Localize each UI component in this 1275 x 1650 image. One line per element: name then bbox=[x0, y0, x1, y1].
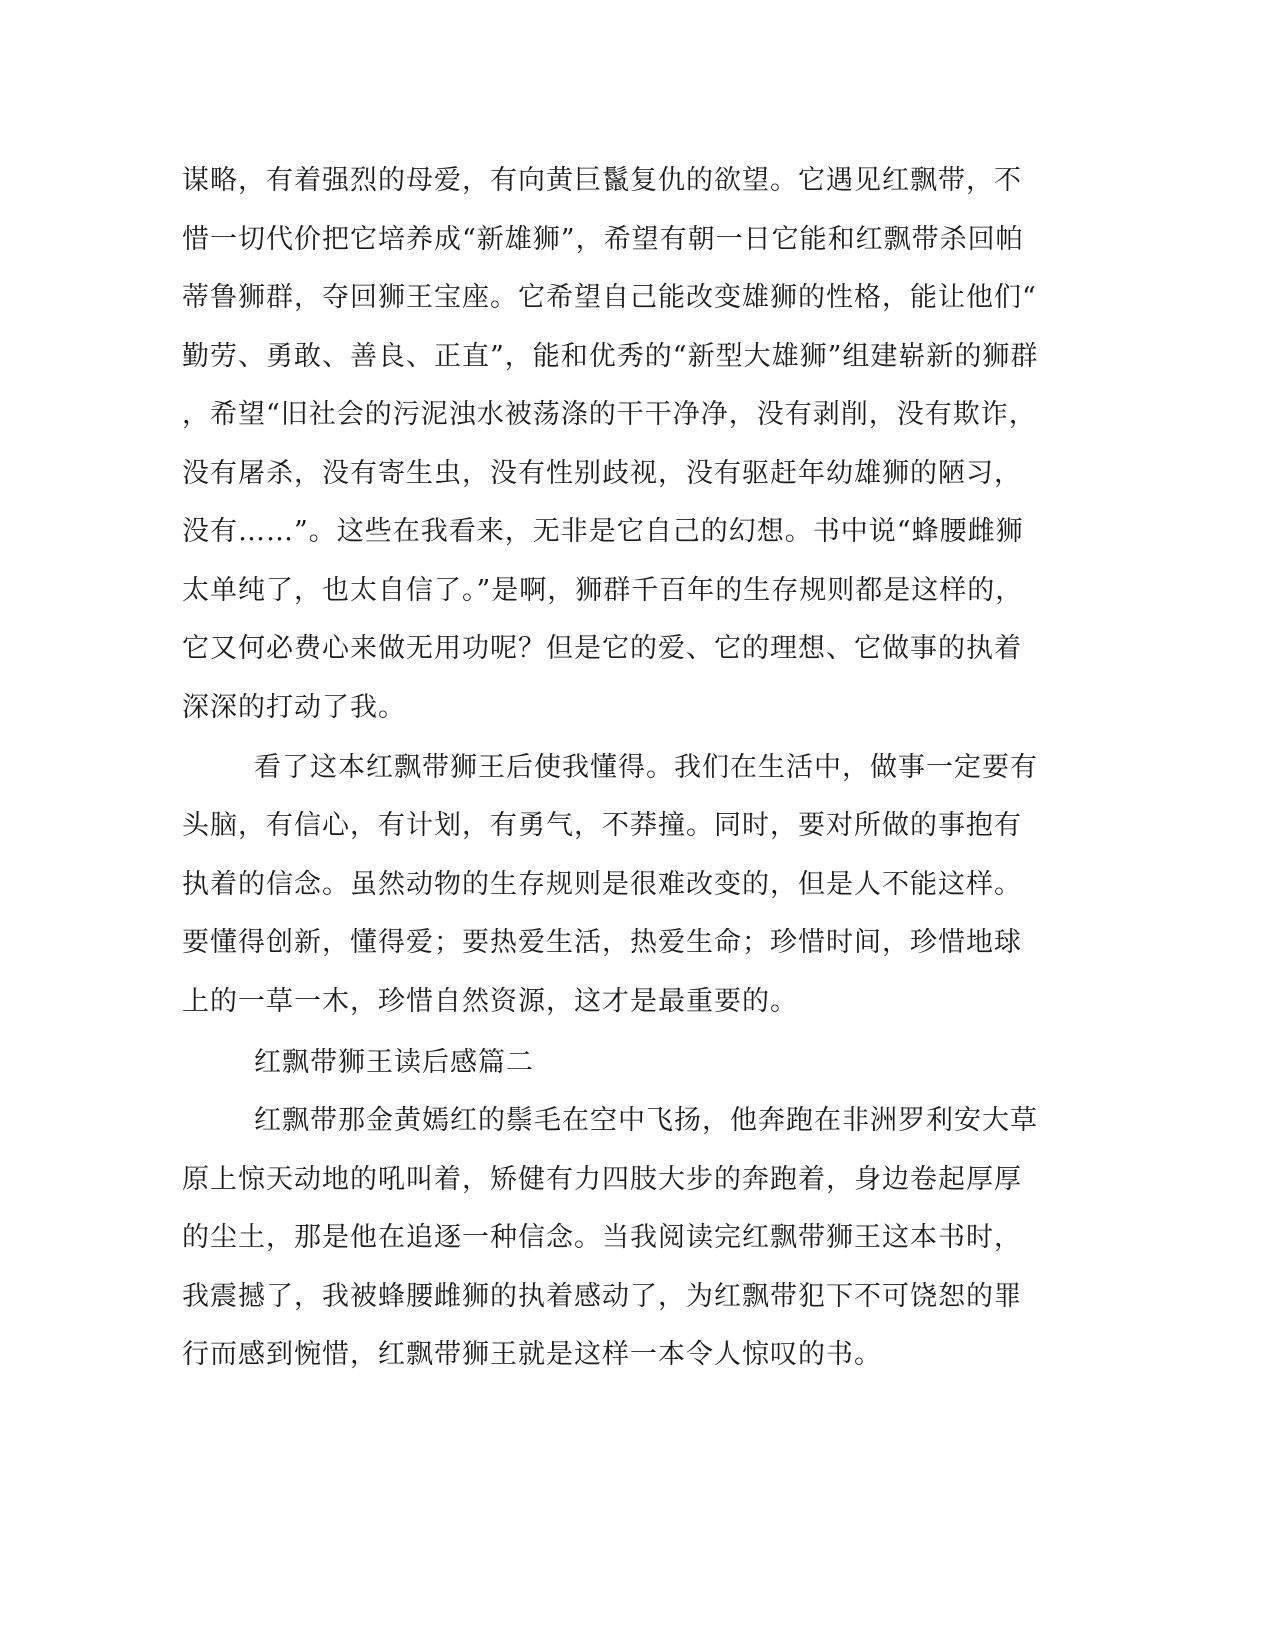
section-heading: 红飘带狮王读后感篇二 bbox=[254, 1047, 534, 1078]
text-line: 谋略，有着强烈的母爱，有向黄巨鬣复仇的欲望。它遇见红飘带，不 bbox=[182, 165, 1022, 196]
text-line: 执着的信念。虽然动物的生存规则是很难改变的，但是人不能这样。 bbox=[182, 869, 1022, 900]
text-line: 行而感到惋惜，红飘带狮王就是这样一本令人惊叹的书。 bbox=[182, 1339, 882, 1370]
text-line: 太单纯了，也太自信了。”是啊，狮群千百年的生存规则都是这样的， bbox=[182, 575, 1024, 606]
text-line: 没有……”。这些在我看来，无非是它自己的幻想。书中说“蜂腰雌狮 bbox=[182, 516, 1024, 547]
text-line: 它又何必费心来做无用功呢？但是它的爱、它的理想、它做事的执着 bbox=[182, 633, 1022, 664]
text-line: 蒂鲁狮群，夺回狮王宝座。它希望自己能改变雄狮的性格，能让他们“ bbox=[182, 282, 1037, 313]
text-line: 没有屠杀，没有寄生虫，没有性别歧视，没有驱赶年幼雄狮的陋习， bbox=[182, 458, 1022, 489]
text-line: 勤劳、勇敢、善良、正直”，能和优秀的“新型大雄狮”组建崭新的狮群 bbox=[182, 341, 1039, 372]
text-line: ，希望“旧社会的污泥浊水被荡涤的干干净净，没有剥削，没有欺诈， bbox=[182, 399, 1037, 430]
text-line: 我震撼了，我被蜂腰雌狮的执着感动了，为红飘带犯下不可饶恕的罪 bbox=[182, 1281, 1022, 1312]
text-line: 红飘带那金黄嫣红的鬃毛在空中飞扬，他奔跑在非洲罗利安大草 bbox=[254, 1105, 1038, 1136]
text-line: 上的一草一木，珍惜自然资源，这才是最重要的。 bbox=[182, 986, 798, 1017]
text-line: 惜一切代价把它培养成“新雄狮”，希望有朝一日它能和红飘带杀回帕 bbox=[182, 224, 1024, 255]
text-line: 头脑，有信心，有计划，有勇气，不莽撞。同时，要对所做的事抱有 bbox=[182, 810, 1022, 841]
text-line: 原上惊天动地的吼叫着，矫健有力四肢大步的奔跑着，身边卷起厚厚 bbox=[182, 1164, 1022, 1195]
text-line: 要懂得创新，懂得爱；要热爱生活，热爱生命；珍惜时间，珍惜地球 bbox=[182, 927, 1022, 958]
text-line: 的尘土，那是他在追逐一种信念。当我阅读完红飘带狮王这本书时， bbox=[182, 1222, 1022, 1253]
text-line: 看了这本红飘带狮王后使我懂得。我们在生活中，做事一定要有 bbox=[254, 752, 1038, 783]
text-line: 深深的打动了我。 bbox=[182, 692, 406, 723]
